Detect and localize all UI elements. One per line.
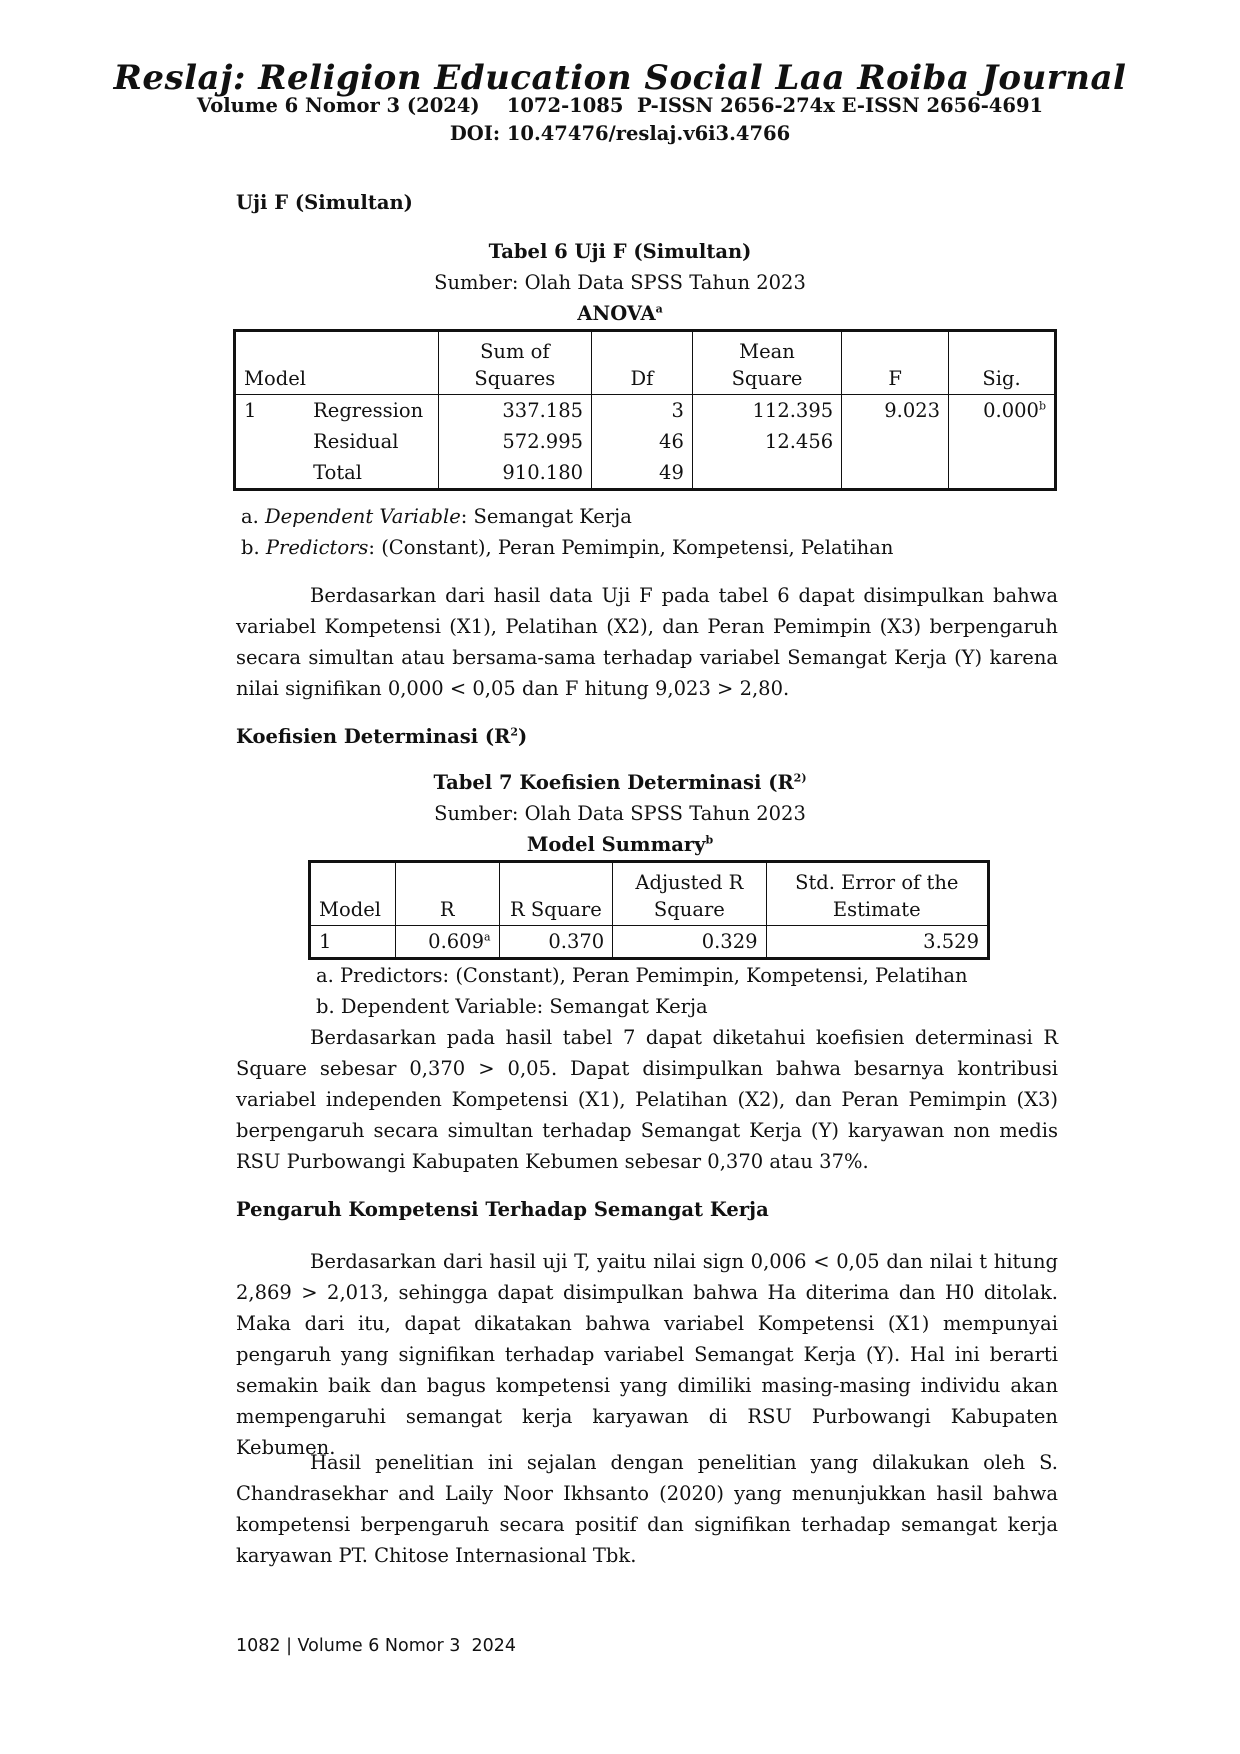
row-model: 1 [244, 399, 257, 422]
table-row [235, 395, 1056, 427]
row-adjusted: 0.329 [613, 926, 766, 959]
anova-header-row [235, 331, 1056, 395]
model-summary-table [308, 860, 990, 960]
section-heading-uji-f: Uji F (Simultan) [236, 191, 413, 214]
row-f: 9.023 [842, 395, 949, 427]
row-sig: 0.000$^b$ [983, 399, 1046, 422]
section-heading-koefisien: Koefisien Determinasi $(R^2)$ [236, 725, 528, 748]
table-row [235, 457, 1056, 490]
table-row [310, 926, 989, 959]
model-summary-title: Model Summary$^b$ [526, 833, 714, 856]
row-r-square: 0.370 [499, 926, 613, 959]
paragraph-pengaruh-2: Hasil penelitian ini sejalan dengan penelitian yang dilakukan oleh S. Chandrasekhar and Laily Noor Ikhsanto (2020) yang menunjukkan hasil bahwa kompetensi berpengaruh secara positif dan signifikan terhadap semangat kerja karyawan PT. Chitose Internasional Tbk. [236, 1451, 1058, 1567]
table6-title: Tabel 6 Uji F (Simultan) [488, 240, 752, 263]
summary-header-row [310, 862, 989, 926]
journal-title: Reslaj: Religion Education Social Laa Roiba Journal [113, 58, 1127, 98]
section-heading-pengaruh: Pengaruh Kompetensi Terhadap Semangat Kerja [236, 1198, 769, 1221]
row-f [842, 426, 949, 457]
row-ss: 910.180 [438, 457, 591, 490]
paragraph-uji-f: Berdasarkan dari hasil data Uji F pada tabel 6 dapat disimpulkan bahwa variabel Kompetensi (X1), Pelatihan (X2), dan Peran Pemimpin (X3) berpengaruh secara simultan atau bersama-sama terhadap variabel Semangat Kerja (Y) karena nilai signifikan 0,000 < 0,05 dan F hitung 9,023 > 2,80. [236, 584, 1058, 700]
table7-source: Sumber: Olah Data SPSS Tahun 2023 [434, 802, 806, 825]
col-sig: Sig. [982, 367, 1021, 390]
row-ms: 112.395 [692, 395, 841, 427]
table7-caption [0, 767, 1240, 860]
table7-note-b: b. Dependent Variable: Semangat Kerja [316, 995, 708, 1018]
paragraph-koefisien: Berdasarkan pada hasil tabel 7 dapat diketahui koefisien determinasi R Square sebesar 0,370 > 0,05. Dapat disimpulkan bahwa besarnya kontribusi variabel independen Kompetensi (X1), Pelatihan (X2), dan Peran Pemimpin (X3) berpengaruh secara simultan terhadap Semangat Kerja (Y) karyawan non medis RSU Purbowangi Kabupaten Kebumen sebesar 0,370 atau 37%. [236, 1026, 1058, 1173]
journal-header [0, 58, 1240, 148]
col-sum-of-squares: Sum of Squares [438, 331, 591, 395]
anova-title: ANOVA$^a$ [577, 302, 663, 325]
table-row [235, 426, 1056, 457]
col-r-square: R Square [499, 862, 613, 926]
row-df: 46 [592, 426, 693, 457]
table7-title: Tabel 7 Koefisien Determinasi ($R^{2)}$ [433, 771, 807, 794]
table6-note-b: b. Predictors: (Constant), Peran Pemimpin, Kompetensi, Pelatihan [241, 536, 894, 559]
row-std-error: 3.529 [923, 930, 979, 953]
row-sig [949, 457, 1056, 490]
row-ss: 337.185 [438, 395, 591, 427]
row-model [235, 426, 306, 457]
journal-meta: Volume 6 Nomor 3 (2024) 1072-1085 P-ISSN 2656-274x E-ISSN 2656-4691 [196, 94, 1044, 117]
table6-caption [0, 236, 1240, 329]
page-footer: 1082 | Volume 6 Nomor 3 2024 [236, 1636, 517, 1656]
anova-table [233, 329, 1057, 491]
row-ms [692, 457, 841, 490]
row-r: 0.609$^a$ [395, 926, 499, 959]
table7-note-a: a. Predictors: (Constant), Peran Pemimpin, Kompetensi, Pelatihan [316, 964, 968, 987]
row-sig [949, 426, 1056, 457]
journal-doi: DOI: 10.47476/reslaj.v6i3.4766 [449, 122, 791, 145]
col-df: Df [592, 331, 693, 395]
row-df: 49 [592, 457, 693, 490]
table6-note-a: a. Dependent Variable: Semangat Kerja [241, 505, 632, 528]
col-adjusted-r-square: Adjusted R Square [613, 862, 766, 926]
col-mean-square: Mean Square [692, 331, 841, 395]
row-f [842, 457, 949, 490]
row-label: Regression [305, 395, 438, 427]
row-ss: 572.995 [438, 426, 591, 457]
row-label: Total [305, 457, 438, 490]
row-ms: 12.456 [692, 426, 841, 457]
row-label: Residual [305, 426, 438, 457]
col-model: Model [310, 862, 396, 926]
col-model: Model [235, 331, 439, 395]
row-df: 3 [592, 395, 693, 427]
row-model: 1 [310, 926, 396, 959]
col-r: R [395, 862, 499, 926]
paragraph-pengaruh-1: Berdasarkan dari hasil uji T, yaitu nilai sign 0,006 < 0,05 dan nilai t hitung 2,869 > 2,013, sehingga dapat disimpulkan bahwa Ha diterima dan H0 ditolak. Maka dari itu, dapat dikatakan bahwa variabel Kompetensi (X1) mempunyai pengaruh yang signifikan terhadap variabel Semangat Kerja (Y). Hal ini berarti semakin baik dan bagus kompetensi yang dimiliki masing-masing individu akan mempengaruhi semangat kerja karyawan di RSU Purbowangi Kabupaten Kebumen. [236, 1250, 1058, 1459]
col-std-error: Std. Error of the Estimate [795, 871, 959, 921]
col-f: F [842, 331, 949, 395]
row-model [235, 457, 306, 490]
table6-source: Sumber: Olah Data SPSS Tahun 2023 [434, 271, 806, 294]
